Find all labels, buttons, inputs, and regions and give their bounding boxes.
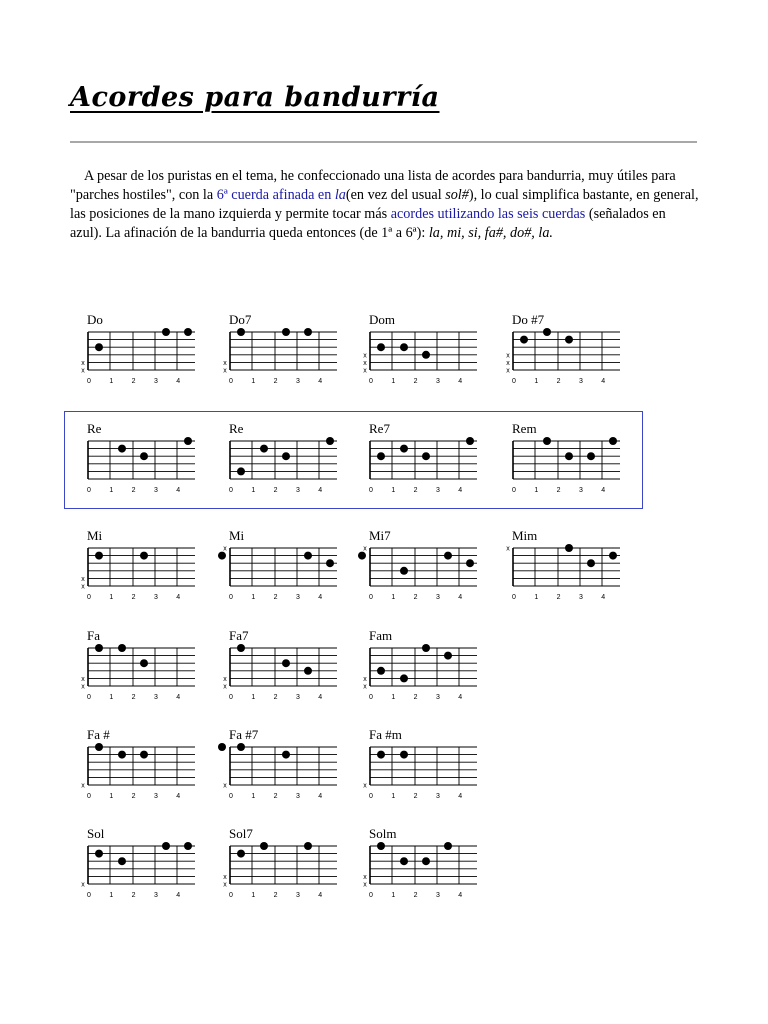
fret-number: 2 bbox=[413, 694, 418, 701]
chord-diagram bbox=[362, 421, 482, 511]
muted-string-mark: x bbox=[81, 683, 85, 691]
tuning-notes: la, mi, si, fa#, do#, la. bbox=[428, 225, 553, 241]
fret-number: 1 bbox=[391, 694, 396, 701]
fret-number: 0 bbox=[369, 378, 373, 385]
finger-dot bbox=[326, 559, 334, 567]
finger-dot bbox=[400, 343, 408, 351]
fretboard bbox=[362, 727, 487, 807]
chord-name: Dom bbox=[369, 312, 395, 327]
fret-number: 1 bbox=[391, 892, 396, 899]
fretboard bbox=[80, 727, 205, 807]
fret-number: 2 bbox=[413, 487, 418, 494]
chord-diagram bbox=[222, 312, 342, 402]
muted-string-mark: x bbox=[223, 359, 227, 367]
fret-number: 4 bbox=[458, 594, 463, 601]
muted-string-mark: x bbox=[81, 359, 85, 367]
fret-number: 0 bbox=[369, 694, 373, 701]
finger-dot bbox=[520, 336, 528, 344]
chord-name: Solm bbox=[369, 826, 397, 841]
fret-number: 3 bbox=[578, 594, 583, 601]
fret-number: 1 bbox=[109, 594, 114, 601]
fret-number: 1 bbox=[109, 378, 114, 385]
fret-number: 2 bbox=[273, 892, 278, 899]
fretboard bbox=[505, 312, 630, 392]
fret-number: 2 bbox=[131, 793, 136, 800]
chord-diagram bbox=[505, 312, 625, 402]
fret-number: 4 bbox=[601, 487, 606, 494]
chord-name: Fa #7 bbox=[229, 727, 259, 742]
finger-dot bbox=[422, 452, 430, 460]
fret-number: 4 bbox=[176, 892, 181, 899]
fretboard bbox=[80, 826, 205, 906]
finger-dot bbox=[237, 467, 245, 475]
finger-dot bbox=[118, 644, 126, 652]
fret-number: 4 bbox=[176, 594, 181, 601]
fret-number: 4 bbox=[176, 487, 181, 494]
chord-name: Rem bbox=[512, 421, 537, 436]
fret-number: 2 bbox=[413, 793, 418, 800]
fret-number: 3 bbox=[295, 487, 300, 494]
fret-number: 0 bbox=[229, 793, 233, 800]
finger-dot bbox=[162, 842, 170, 850]
fret-number: 4 bbox=[318, 487, 323, 494]
fret-number: 2 bbox=[273, 594, 278, 601]
finger-dot bbox=[95, 850, 103, 858]
finger-dot bbox=[444, 842, 452, 850]
finger-dot bbox=[422, 857, 430, 865]
fretboard bbox=[222, 421, 347, 501]
finger-dot bbox=[565, 452, 573, 460]
chord-name: Fa7 bbox=[229, 628, 249, 643]
muted-string-mark: x bbox=[363, 675, 367, 683]
fretboard bbox=[505, 421, 630, 501]
muted-string-mark: x bbox=[506, 367, 510, 375]
fret-number: 4 bbox=[318, 378, 323, 385]
chord-diagram bbox=[362, 628, 482, 718]
muted-string-mark: x bbox=[223, 675, 227, 683]
fret-number: 4 bbox=[458, 378, 463, 385]
finger-dot bbox=[377, 751, 385, 759]
fret-number: 1 bbox=[251, 378, 256, 385]
fret-number: 4 bbox=[601, 378, 606, 385]
chord-name: Do #7 bbox=[512, 312, 545, 327]
fret-number: 2 bbox=[131, 694, 136, 701]
fret-number: 2 bbox=[131, 378, 136, 385]
fret-number: 0 bbox=[512, 378, 516, 385]
chord-name: Mi bbox=[229, 528, 245, 543]
fret-number: 4 bbox=[176, 378, 181, 385]
fret-number: 1 bbox=[391, 378, 396, 385]
muted-string-mark: x bbox=[223, 683, 227, 691]
muted-string-mark: x bbox=[81, 583, 85, 591]
finger-dot bbox=[237, 743, 245, 751]
fret-number: 1 bbox=[251, 793, 256, 800]
finger-dot bbox=[466, 437, 474, 445]
fret-number: 1 bbox=[391, 487, 396, 494]
intro-text-3: ), lo cual simplifica bastante, en general, las posiciones de la mano izquierda y permite tocar más bbox=[70, 187, 699, 222]
fret-number: 3 bbox=[295, 694, 300, 701]
fret-number: 3 bbox=[295, 892, 300, 899]
muted-string-mark: x bbox=[81, 575, 85, 583]
finger-dot bbox=[140, 659, 148, 667]
fretboard bbox=[80, 312, 205, 392]
finger-dot bbox=[304, 667, 312, 675]
page-title: Acordes para bandurría bbox=[70, 82, 440, 113]
fret-number: 2 bbox=[131, 487, 136, 494]
chord-diagram bbox=[80, 727, 200, 817]
finger-dot bbox=[118, 857, 126, 865]
fret-number: 0 bbox=[512, 594, 516, 601]
finger-dot bbox=[587, 452, 595, 460]
finger-dot bbox=[162, 328, 170, 336]
finger-dot bbox=[140, 552, 148, 560]
fret-number: 2 bbox=[556, 594, 561, 601]
fret-number: 0 bbox=[369, 594, 373, 601]
fret-number: 4 bbox=[601, 594, 606, 601]
fret-number: 3 bbox=[295, 378, 300, 385]
finger-dot bbox=[282, 452, 290, 460]
fret-number: 4 bbox=[318, 892, 323, 899]
finger-dot bbox=[358, 552, 366, 560]
finger-dot bbox=[587, 559, 595, 567]
fret-number: 0 bbox=[229, 594, 233, 601]
intro-text-4: (señalados en azul). La afinación de la bandurria queda entonces (de 1ª a 6ª): bbox=[70, 206, 666, 241]
fret-number: 1 bbox=[109, 487, 114, 494]
fret-number: 3 bbox=[153, 694, 158, 701]
muted-string-mark: x bbox=[223, 881, 227, 889]
tuning-link-note: la bbox=[334, 187, 346, 203]
fret-number: 0 bbox=[512, 487, 516, 494]
finger-dot bbox=[118, 751, 126, 759]
finger-dot bbox=[140, 751, 148, 759]
muted-string-mark: x bbox=[363, 545, 367, 553]
fret-number: 1 bbox=[534, 594, 539, 601]
chord-name: Mi7 bbox=[369, 528, 391, 543]
finger-dot bbox=[400, 751, 408, 759]
chord-name: Re bbox=[87, 421, 102, 436]
chord-name: Re bbox=[229, 421, 244, 436]
fret-number: 1 bbox=[251, 694, 256, 701]
finger-dot bbox=[444, 552, 452, 560]
fret-number: 0 bbox=[87, 892, 91, 899]
finger-dot bbox=[466, 559, 474, 567]
fret-number: 3 bbox=[435, 378, 440, 385]
muted-string-mark: x bbox=[363, 352, 367, 360]
chord-diagram bbox=[80, 312, 200, 402]
fret-number: 0 bbox=[229, 892, 233, 899]
chord-name: Do7 bbox=[229, 312, 252, 327]
chord-name: Fa #m bbox=[369, 727, 402, 742]
fret-number: 0 bbox=[229, 694, 233, 701]
finger-dot bbox=[444, 652, 452, 660]
chord-name: Re7 bbox=[369, 421, 390, 436]
fret-number: 4 bbox=[458, 892, 463, 899]
fret-number: 4 bbox=[176, 793, 181, 800]
six-string-chords-link[interactable]: acordes utilizando las seis cuerdas bbox=[390, 206, 586, 222]
fretboard bbox=[362, 421, 487, 501]
finger-dot bbox=[260, 445, 268, 453]
finger-dot bbox=[184, 842, 192, 850]
intro-text-1: A pesar de los puristas en el tema, he confeccionado una lista de acordes para bandurria, muy útiles para "parches hostiles", con la bbox=[70, 168, 676, 203]
fret-number: 0 bbox=[229, 487, 233, 494]
finger-dot bbox=[140, 452, 148, 460]
fret-number: 4 bbox=[458, 694, 463, 701]
intro-text-2: (en vez del usual bbox=[345, 187, 446, 203]
muted-string-mark: x bbox=[363, 873, 367, 881]
fretboard bbox=[222, 628, 347, 708]
fret-number: 2 bbox=[273, 793, 278, 800]
fret-number: 2 bbox=[413, 594, 418, 601]
fret-number: 2 bbox=[273, 694, 278, 701]
fret-number: 0 bbox=[87, 487, 91, 494]
muted-string-mark: x bbox=[363, 359, 367, 367]
finger-dot bbox=[304, 552, 312, 560]
fretboard bbox=[362, 628, 487, 708]
chord-name: Do bbox=[87, 312, 103, 327]
muted-string-mark: x bbox=[506, 359, 510, 367]
finger-dot bbox=[118, 445, 126, 453]
chord-name: Mim bbox=[512, 528, 538, 543]
fret-number: 2 bbox=[273, 378, 278, 385]
muted-string-mark: x bbox=[223, 367, 227, 375]
fret-number: 1 bbox=[109, 892, 114, 899]
finger-dot bbox=[400, 857, 408, 865]
finger-dot bbox=[95, 552, 103, 560]
fretboard bbox=[80, 628, 205, 708]
fret-number: 1 bbox=[109, 793, 114, 800]
fret-number: 3 bbox=[153, 487, 158, 494]
fret-number: 2 bbox=[273, 487, 278, 494]
muted-string-mark: x bbox=[506, 352, 510, 360]
fretboard bbox=[362, 528, 487, 608]
finger-dot bbox=[422, 351, 430, 359]
chord-name: Fa # bbox=[87, 727, 110, 742]
finger-dot bbox=[565, 544, 573, 552]
finger-dot bbox=[400, 445, 408, 453]
fret-number: 0 bbox=[369, 487, 373, 494]
fretboard bbox=[222, 826, 347, 906]
chord-diagram bbox=[362, 727, 482, 817]
fret-number: 0 bbox=[229, 378, 233, 385]
finger-dot bbox=[282, 328, 290, 336]
finger-dot bbox=[95, 343, 103, 351]
finger-dot bbox=[609, 437, 617, 445]
finger-dot bbox=[400, 567, 408, 575]
fret-number: 3 bbox=[435, 892, 440, 899]
fret-number: 0 bbox=[369, 793, 373, 800]
fretboard bbox=[222, 727, 347, 807]
fret-number: 2 bbox=[131, 594, 136, 601]
fret-number: 1 bbox=[534, 378, 539, 385]
muted-string-mark: x bbox=[223, 873, 227, 881]
fret-number: 3 bbox=[153, 378, 158, 385]
fret-number: 3 bbox=[435, 487, 440, 494]
finger-dot bbox=[377, 343, 385, 351]
tuning-link-text: 6ª cuerda afinada en bbox=[216, 187, 335, 203]
finger-dot bbox=[218, 552, 226, 560]
chord-diagram bbox=[505, 528, 625, 618]
fretboard bbox=[362, 826, 487, 906]
fret-number: 1 bbox=[391, 793, 396, 800]
fret-number: 3 bbox=[435, 694, 440, 701]
fret-number: 2 bbox=[556, 378, 561, 385]
finger-dot bbox=[543, 437, 551, 445]
muted-string-mark: x bbox=[506, 545, 510, 553]
chord-name: Fam bbox=[369, 628, 393, 643]
chord-diagram bbox=[80, 528, 200, 618]
chord-name: Sol7 bbox=[229, 826, 253, 841]
fret-number: 4 bbox=[318, 594, 323, 601]
fret-number: 0 bbox=[87, 378, 91, 385]
muted-string-mark: x bbox=[81, 782, 85, 790]
finger-dot bbox=[282, 659, 290, 667]
chord-diagram bbox=[80, 628, 200, 718]
fret-number: 0 bbox=[87, 793, 91, 800]
chord-diagram bbox=[362, 312, 482, 402]
fret-number: 0 bbox=[369, 892, 373, 899]
chord-diagram bbox=[505, 421, 625, 511]
fret-number: 4 bbox=[458, 793, 463, 800]
fret-number: 4 bbox=[318, 694, 323, 701]
finger-dot bbox=[304, 842, 312, 850]
finger-dot bbox=[304, 328, 312, 336]
finger-dot bbox=[565, 336, 573, 344]
muted-string-mark: x bbox=[81, 881, 85, 889]
finger-dot bbox=[400, 674, 408, 682]
fret-number: 2 bbox=[413, 892, 418, 899]
finger-dot bbox=[184, 328, 192, 336]
chord-diagram bbox=[80, 421, 200, 511]
fret-number: 4 bbox=[458, 487, 463, 494]
finger-dot bbox=[95, 644, 103, 652]
fret-number: 3 bbox=[295, 594, 300, 601]
muted-string-mark: x bbox=[363, 782, 367, 790]
chord-diagram bbox=[222, 727, 342, 817]
finger-dot bbox=[609, 552, 617, 560]
fretboard bbox=[80, 421, 205, 501]
fret-number: 2 bbox=[556, 487, 561, 494]
muted-string-mark: x bbox=[363, 367, 367, 375]
fret-number: 3 bbox=[153, 594, 158, 601]
fretboard bbox=[362, 312, 487, 392]
finger-dot bbox=[377, 667, 385, 675]
fret-number: 1 bbox=[534, 487, 539, 494]
chord-diagram bbox=[362, 826, 482, 916]
chord-diagram bbox=[222, 628, 342, 718]
finger-dot bbox=[422, 644, 430, 652]
chord-diagram bbox=[222, 826, 342, 916]
fretboard bbox=[222, 312, 347, 392]
chord-diagram bbox=[362, 528, 482, 618]
finger-dot bbox=[218, 743, 226, 751]
finger-dot bbox=[326, 437, 334, 445]
chord-diagram bbox=[222, 528, 342, 618]
finger-dot bbox=[237, 644, 245, 652]
fret-number: 0 bbox=[87, 694, 91, 701]
usual-note: sol# bbox=[445, 187, 469, 203]
fret-number: 1 bbox=[109, 694, 114, 701]
fretboard bbox=[80, 528, 205, 608]
muted-string-mark: x bbox=[81, 367, 85, 375]
finger-dot bbox=[282, 751, 290, 759]
fret-number: 2 bbox=[413, 378, 418, 385]
chord-diagram bbox=[222, 421, 342, 511]
finger-dot bbox=[377, 452, 385, 460]
fret-number: 4 bbox=[176, 694, 181, 701]
fret-number: 3 bbox=[578, 487, 583, 494]
fretboard bbox=[505, 528, 630, 608]
finger-dot bbox=[543, 328, 551, 336]
fret-number: 1 bbox=[251, 892, 256, 899]
finger-dot bbox=[260, 842, 268, 850]
finger-dot bbox=[184, 437, 192, 445]
fret-number: 1 bbox=[391, 594, 396, 601]
chord-name: Sol bbox=[87, 826, 105, 841]
fret-number: 3 bbox=[153, 793, 158, 800]
chord-name: Fa bbox=[87, 628, 100, 643]
fret-number: 3 bbox=[435, 594, 440, 601]
fret-number: 3 bbox=[153, 892, 158, 899]
finger-dot bbox=[95, 743, 103, 751]
finger-dot bbox=[377, 842, 385, 850]
fret-number: 1 bbox=[251, 487, 256, 494]
muted-string-mark: x bbox=[363, 683, 367, 691]
fretboard bbox=[222, 528, 347, 608]
fret-number: 2 bbox=[131, 892, 136, 899]
muted-string-mark: x bbox=[223, 782, 227, 790]
muted-string-mark: x bbox=[363, 881, 367, 889]
fret-number: 1 bbox=[251, 594, 256, 601]
chord-name: Mi bbox=[87, 528, 103, 543]
fret-number: 3 bbox=[578, 378, 583, 385]
fret-number: 4 bbox=[318, 793, 323, 800]
finger-dot bbox=[237, 850, 245, 858]
fret-number: 3 bbox=[295, 793, 300, 800]
finger-dot bbox=[237, 328, 245, 336]
fret-number: 0 bbox=[87, 594, 91, 601]
chord-diagram bbox=[80, 826, 200, 916]
muted-string-mark: x bbox=[81, 675, 85, 683]
fret-number: 3 bbox=[435, 793, 440, 800]
muted-string-mark: x bbox=[223, 545, 227, 553]
